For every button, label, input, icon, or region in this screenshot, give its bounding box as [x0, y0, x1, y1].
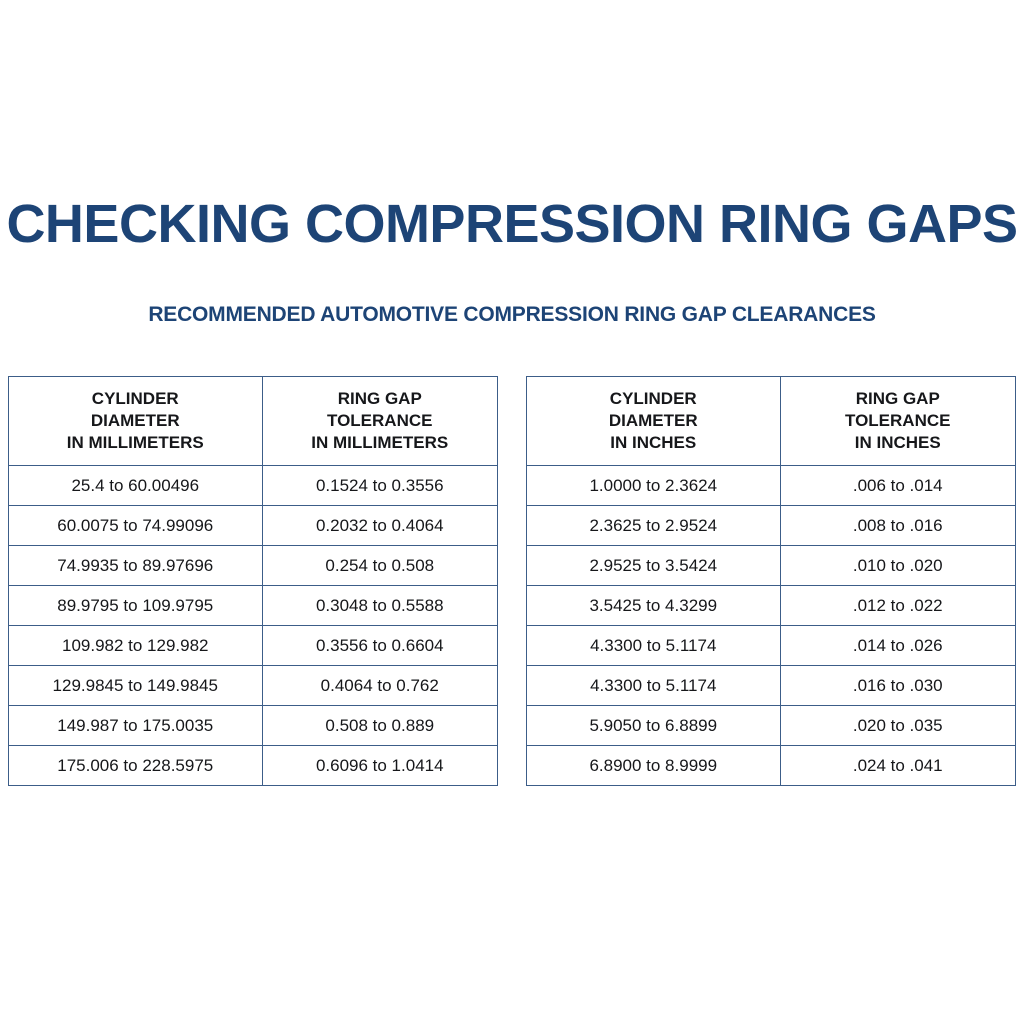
- cell-ring-gap-tolerance: 0.508 to 0.889: [262, 706, 498, 746]
- table-row: [527, 666, 1016, 706]
- cell-ring-gap-tolerance: .008 to .016: [780, 506, 1016, 546]
- cell-cylinder-diameter: 25.4 to 60.00496: [9, 466, 263, 506]
- cell-cylinder-diameter: 4.3300 to 5.1174: [527, 666, 781, 706]
- cell-cylinder-diameter: 5.9050 to 6.8899: [527, 706, 781, 746]
- cell-ring-gap-tolerance: 0.254 to 0.508: [262, 546, 498, 586]
- cell-cylinder-diameter: 89.9795 to 109.9795: [9, 586, 263, 626]
- table-row: [9, 586, 498, 626]
- tables-container: [8, 376, 1016, 786]
- cell-cylinder-diameter: 4.3300 to 5.1174: [527, 626, 781, 666]
- imperial-table-body: [527, 466, 1016, 786]
- cell-ring-gap-tolerance: 0.1524 to 0.3556: [262, 466, 498, 506]
- cell-ring-gap-tolerance: 0.4064 to 0.762: [262, 666, 498, 706]
- cell-ring-gap-tolerance: .012 to .022: [780, 586, 1016, 626]
- cell-cylinder-diameter: 149.987 to 175.0035: [9, 706, 263, 746]
- imperial-table-head: [527, 377, 1016, 466]
- imperial-ring-gap-table: [526, 376, 1016, 786]
- table-row: [527, 626, 1016, 666]
- cell-cylinder-diameter: 3.5425 to 4.3299: [527, 586, 781, 626]
- table-row: [9, 546, 498, 586]
- column-header-ring-gap-tolerance-in: RING GAP TOLERANCE IN INCHES: [780, 377, 1016, 466]
- cell-ring-gap-tolerance: 0.6096 to 1.0414: [262, 746, 498, 786]
- metric-table-head: [9, 377, 498, 466]
- cell-ring-gap-tolerance: .006 to .014: [780, 466, 1016, 506]
- column-header-ring-gap-tolerance-mm: RING GAP TOLERANCE IN MILLIMETERS: [262, 377, 498, 466]
- table-header-row: [527, 377, 1016, 466]
- cell-cylinder-diameter: 2.9525 to 3.5424: [527, 546, 781, 586]
- column-header-cylinder-diameter-in: CYLINDER DIAMETER IN INCHES: [527, 377, 781, 466]
- table-row: [9, 746, 498, 786]
- cell-cylinder-diameter: 129.9845 to 149.9845: [9, 666, 263, 706]
- table-row: [527, 546, 1016, 586]
- cell-ring-gap-tolerance: 0.3048 to 0.5588: [262, 586, 498, 626]
- metric-ring-gap-table: [8, 376, 498, 786]
- table-row: [527, 746, 1016, 786]
- cell-cylinder-diameter: 1.0000 to 2.3624: [527, 466, 781, 506]
- cell-ring-gap-tolerance: .014 to .026: [780, 626, 1016, 666]
- cell-cylinder-diameter: 2.3625 to 2.9524: [527, 506, 781, 546]
- cell-ring-gap-tolerance: .010 to .020: [780, 546, 1016, 586]
- cell-ring-gap-tolerance: .020 to .035: [780, 706, 1016, 746]
- table-header-row: [9, 377, 498, 466]
- table-row: [9, 626, 498, 666]
- table-row: [527, 466, 1016, 506]
- cell-cylinder-diameter: 6.8900 to 8.9999: [527, 746, 781, 786]
- cell-ring-gap-tolerance: 0.3556 to 0.6604: [262, 626, 498, 666]
- cell-cylinder-diameter: 175.006 to 228.5975: [9, 746, 263, 786]
- table-row: [527, 586, 1016, 626]
- table-row: [9, 706, 498, 746]
- cell-ring-gap-tolerance: .016 to .030: [780, 666, 1016, 706]
- table-row: [9, 466, 498, 506]
- column-header-cylinder-diameter-mm: CYLINDER DIAMETER IN MILLIMETERS: [9, 377, 263, 466]
- metric-table-body: [9, 466, 498, 786]
- page-subtitle: RECOMMENDED AUTOMOTIVE COMPRESSION RING GAP CLEARANCES: [148, 303, 876, 326]
- cell-ring-gap-tolerance: 0.2032 to 0.4064: [262, 506, 498, 546]
- table-row: [527, 706, 1016, 746]
- cell-cylinder-diameter: 74.9935 to 89.97696: [9, 546, 263, 586]
- cell-cylinder-diameter: 60.0075 to 74.99096: [9, 506, 263, 546]
- cell-cylinder-diameter: 109.982 to 129.982: [9, 626, 263, 666]
- table-row: [9, 506, 498, 546]
- page-title: CHECKING COMPRESSION RING GAPS: [6, 194, 1018, 254]
- table-row: [527, 506, 1016, 546]
- table-row: [9, 666, 498, 706]
- cell-ring-gap-tolerance: .024 to .041: [780, 746, 1016, 786]
